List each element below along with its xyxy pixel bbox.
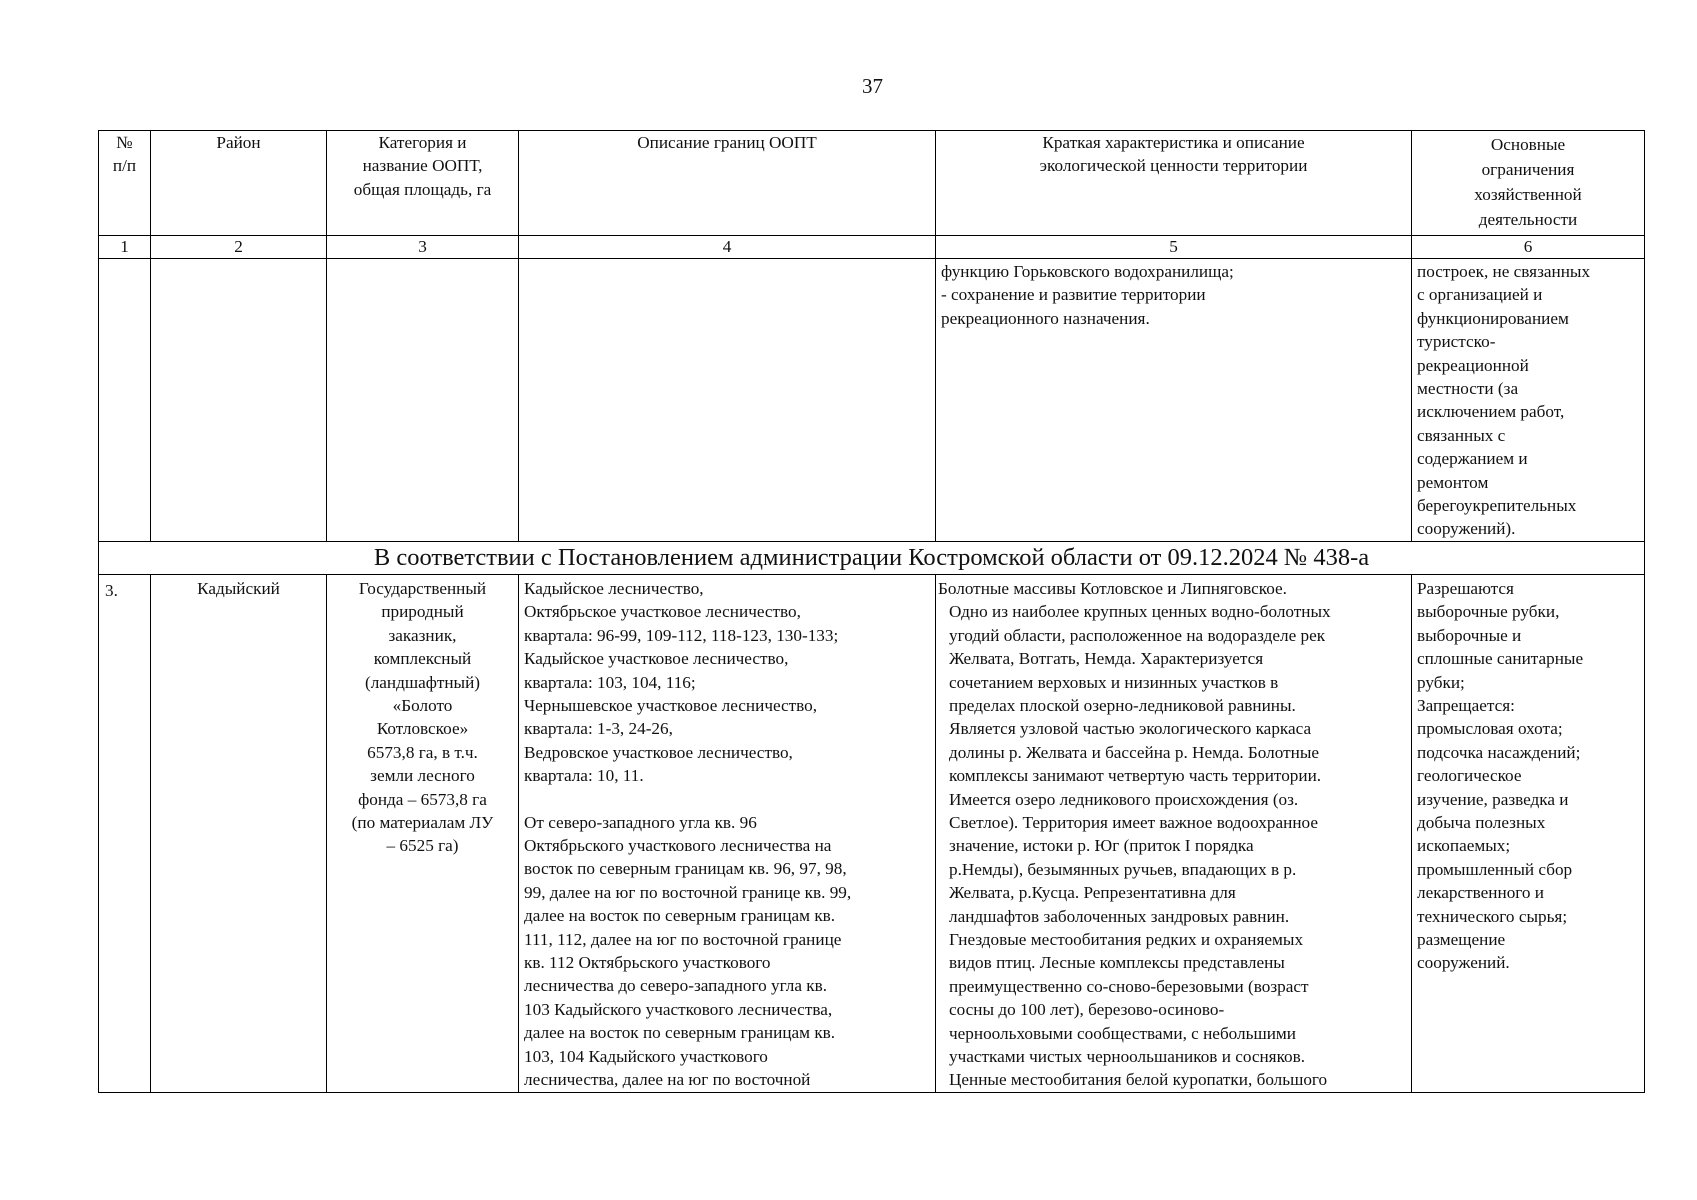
borders-forestry-list: Кадыйское лесничество, Октябрьское участковое лесничество, квартала: 96-99, 109-112, 118-123, 130-133; Кадыйское участковое лесничество, квартала: 103, 104, 116; Чернышевское участковое лесничество, квартала: 1-3, 24-26, Ведровское участковое лесничество, квартала: 10, 11. — [524, 578, 839, 786]
characteristics-heading: Болотные массивы Котловское и Липняговское. — [938, 578, 1287, 598]
column-number: 2 — [151, 236, 327, 259]
borders-cell — [519, 574, 936, 1092]
continued-borders-cell — [519, 259, 936, 542]
column-number-row — [99, 236, 1645, 259]
continued-restrictions: построек, не связанных с организацией и функционированием туристско- рекреационной местности (за исключением работ, связанных с содержанием и ремонтом берегоукрепительных сооружений). — [1412, 259, 1645, 542]
continued-num-cell — [99, 259, 151, 542]
continued-district-cell — [151, 259, 327, 542]
spacer — [524, 788, 930, 811]
continued-characteristics: функцию Горьковского водохранилища; - сохранение и развитие территории рекреационного назначения. — [936, 259, 1412, 542]
row-number: 3. — [99, 574, 151, 1092]
continued-category-cell — [327, 259, 519, 542]
page-number: 37 — [862, 74, 883, 98]
column-number: 4 — [519, 236, 936, 259]
header-characteristics: Краткая характеристика и описание экологической ценности территории — [936, 131, 1412, 236]
section-row — [99, 541, 1645, 574]
characteristics-text: Одно из наиболее крупных ценных водно-болотных угодий области, расположенное на водоразделе рек Желвата, Вотгать, Немда. Характеризуется сочетанием верховых и низинных участков в пределах плоской озерно-ледниковой равнины. Является узловой частью экологического каркаса долины р. Желвата и бассейна р. Немда. Болотные комплексы занимают четвертую часть территории. Имеется озеро ледникового происхождения (оз. Светлое). Территория имеет важное водоохранное значение, истоки р. Юг (приток I порядка р.Немды), безымянных ручьев, впадающих в р. Желвата, р.Кусца. Репрезентативна для ландшафтов заболоченных зандровых равнин. Гнездовые местообитания редких и охраняемых видов птиц. Лесные комплексы представлены преимущественно со-сново-березовыми (возраст сосны до 100 лет), березово-осиново- черноольховыми сообществами, с небольшими участками чистых черноольшаников и сосняков. Ценные местообитания белой куропатки, большого — [949, 602, 1331, 1090]
category-cell: Государственный природный заказник, комплексный (ландшафтный) «Болото Котловское» 6573,8 га, в т.ч. земли лесного фонда – 6573,8 га (по материалам ЛУ – 6525 га) — [327, 574, 519, 1092]
borders-description: От северо-западного угла кв. 96 Октябрьского участкового лесничества на восток по северным границам кв. 96, 97, 98, 99, далее на юг по восточной границе кв. 99, далее на восток по северным границам кв. 111, 112, далее на юг по восточной границе кв. 112 Октябрьского участкового лесничества до северо-западного угла кв. 103 Кадыйского участкового лесничества, далее на восток по северным границам кв. 103, 104 Кадыйского участкового лесничества, далее на юг по восточной — [524, 812, 852, 1089]
header-row — [99, 131, 1645, 236]
column-number: 3 — [327, 236, 519, 259]
protected-areas-table — [98, 130, 1645, 1093]
characteristics-cell — [936, 574, 1412, 1092]
column-number: 5 — [936, 236, 1412, 259]
column-number: 1 — [99, 236, 151, 259]
header-num: № п/п — [99, 131, 151, 236]
column-number: 6 — [1412, 236, 1645, 259]
restrictions-cell: Разрешаются выборочные рубки, выборочные и сплошные санитарные рубки; Запрещается: промысловая охота; подсочка насаждений; геологическое изучение, разведка и добыча полезных ископаемых; промышленный сбор лекарственного и технического сырья; размещение сооружений. — [1412, 574, 1645, 1092]
continued-row — [99, 259, 1645, 542]
section-title: В соответствии с Постановлением администрации Костромской области от 09.12.2024 № 438-а — [99, 541, 1645, 574]
district-cell: Кадыйский — [151, 574, 327, 1092]
header-district: Район — [151, 131, 327, 236]
header-restrictions: Основные ограничения хозяйственной деятельности — [1412, 131, 1645, 236]
header-borders: Описание границ ООПТ — [519, 131, 936, 236]
table-row — [99, 574, 1645, 1092]
header-category: Категория и название ООПТ, общая площадь, га — [327, 131, 519, 236]
